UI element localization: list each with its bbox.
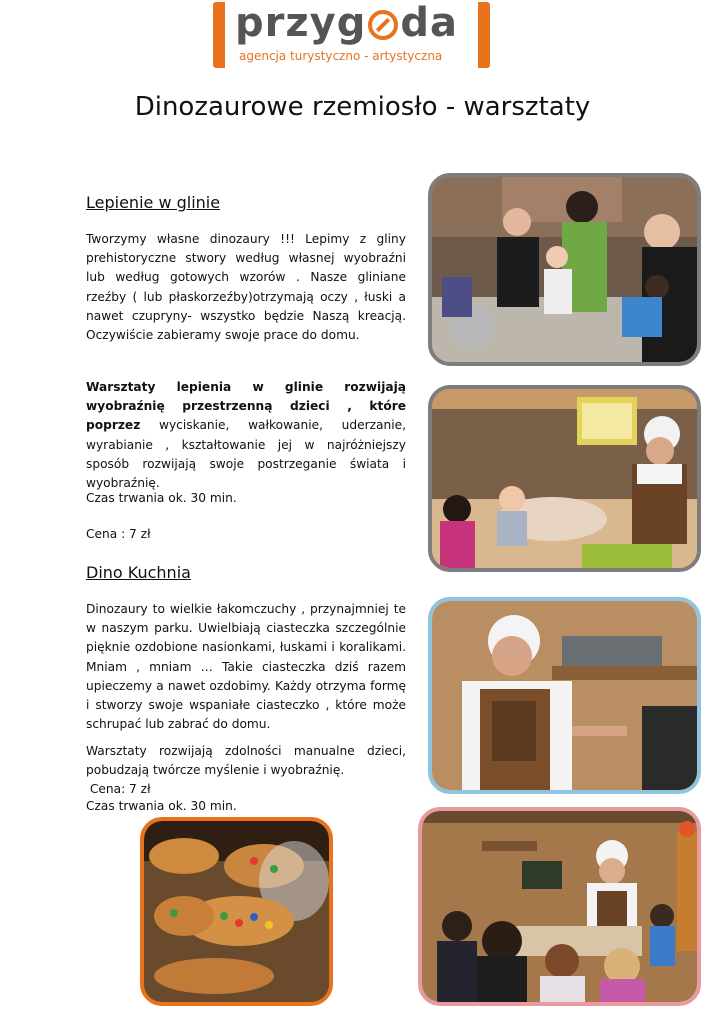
clay-benefits — [86, 378, 406, 493]
compass-icon — [368, 10, 398, 40]
section-heading-kitchen: Dino Kuchnia — [86, 563, 191, 582]
clay-price: Cena : 7 zł — [86, 527, 151, 541]
brand-logo — [213, 2, 490, 68]
clay-description: Tworzymy własne dinozaury !!! Lepimy z gliny prehistoryczne stwory według własnej wyobraźni lub według gotowych wzorów . Nasze gliniane rzeźby ( lub płaskorzeźby)otrzymają oczy , łuski a nawet czupryny- wszystko będzie Naszą kreacją. Oczywiście zabieramy swoje prace do domu. — [86, 232, 406, 343]
kitchen-benefits: Warsztaty rozwijają zdolności manualne dzieci, pobudzają twórcze myślenie i wyobraźnię. — [86, 744, 406, 778]
photo-decorated-cookies — [140, 817, 333, 1006]
kitchen-duration: Czas trwania ok. 30 min. — [86, 799, 237, 813]
photo-clay-workshop — [428, 173, 701, 366]
logo-tagline: agencja turystyczno - artystyczna — [239, 49, 443, 63]
kitchen-description: Dinozaury to wielkie łakomczuchy , przynajmniej te w naszym parku. Uwielbiają ciasteczka szczególnie pięknie ozdobione nasionkami, łuskami i koralikami. Mniam , mniam … Takie ciasteczka dziś razem upieczemy a nawet ozdobimy. Każdy otrzyma formę i stworzy swoje wspaniałe ciasteczko , które może schrupać lub zabrać do domu. — [86, 602, 406, 732]
logo-wordmark — [235, 0, 458, 48]
photo-clay-tables — [428, 385, 701, 572]
page-title: Dinozaurowe rzemiosło - warsztaty — [134, 92, 591, 122]
logo-word-left: przyg — [235, 0, 367, 46]
photo-dino-kitchen-baker — [428, 597, 701, 794]
logo-bracket-left — [213, 2, 225, 68]
clay-benefits-rest: wyciskanie, wałkowanie, uderzanie, wyrabianie , kształtowanie jej w najróżniejszy sposób rozwijają swoje postrzeganie świata i wyobraźnię. — [86, 418, 406, 491]
clay-duration: Czas trwania ok. 30 min. — [86, 491, 237, 505]
logo-bracket-right — [478, 2, 490, 68]
section-heading-clay: Lepienie w glinie — [86, 193, 221, 212]
logo-word-right: da — [400, 0, 458, 46]
kitchen-price: Cena: 7 zł — [86, 782, 151, 796]
clay-benefits-bold: Warsztaty lepienia w glinie rozwijają wyobraźnię przestrzenną dzieci , które poprzez — [86, 380, 406, 433]
photo-dino-kitchen-group — [418, 807, 701, 1006]
